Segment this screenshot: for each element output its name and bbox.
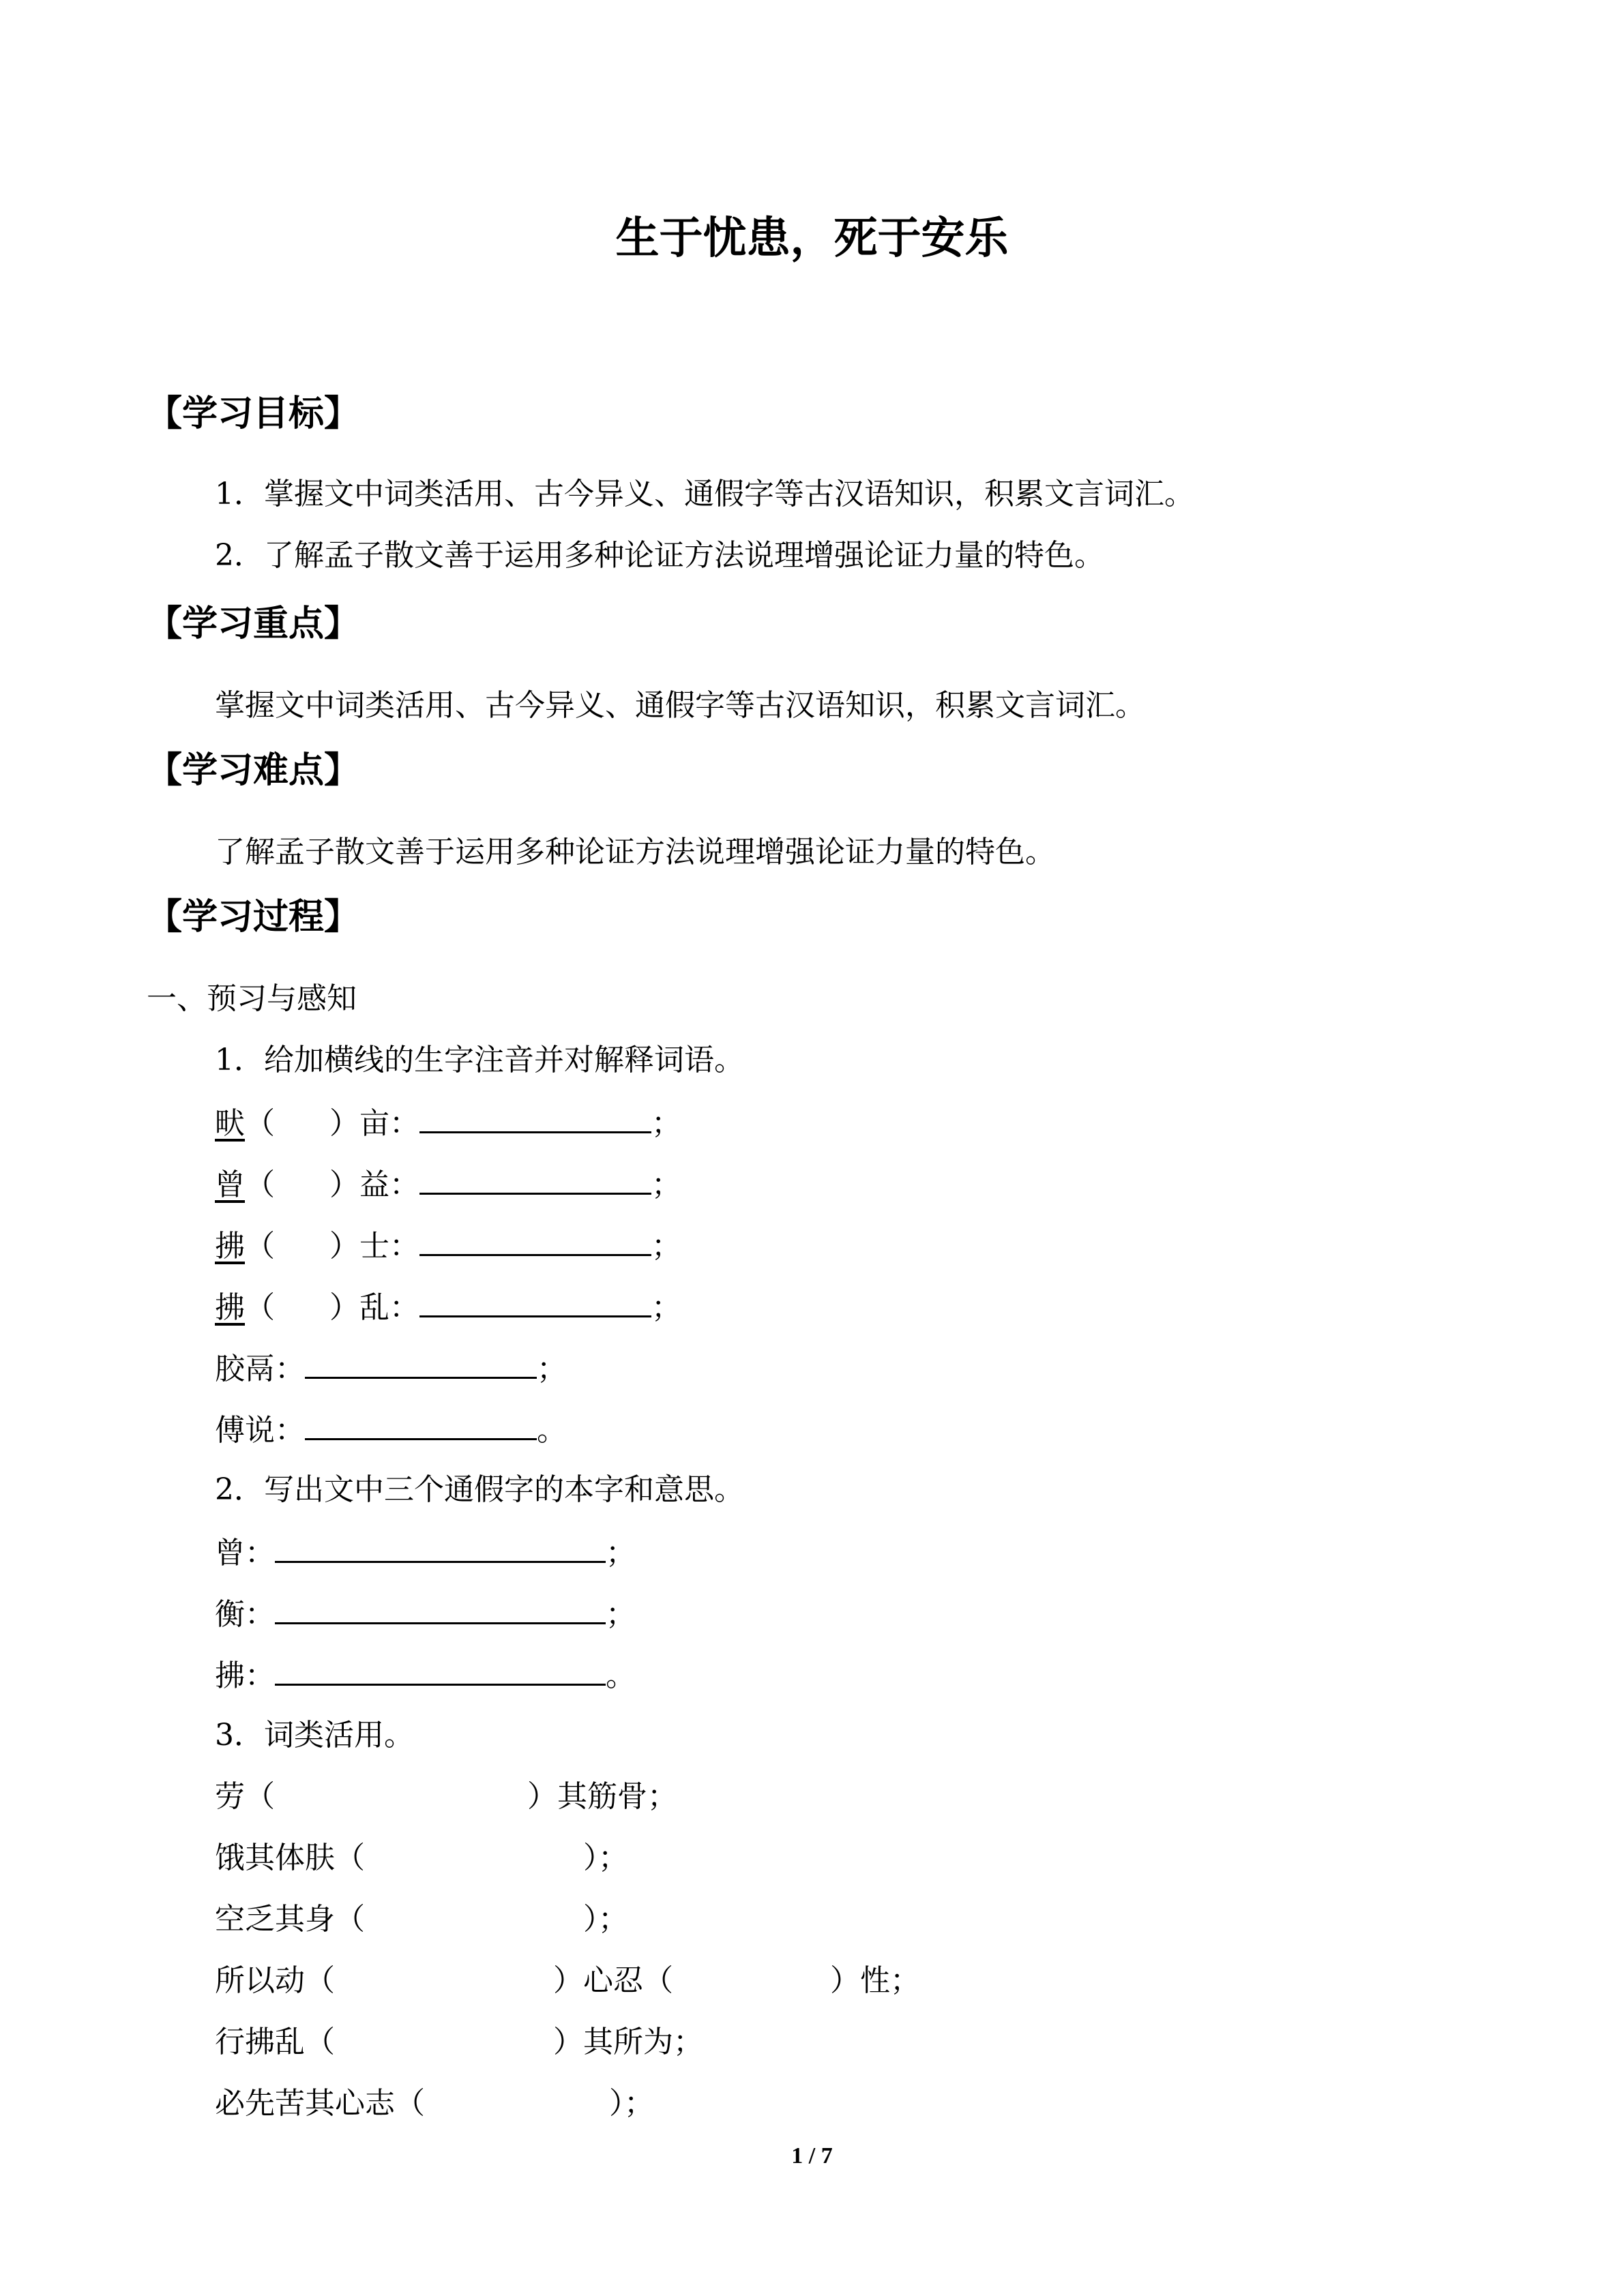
- q1-row-2: 曾（ ）益： ；: [215, 1163, 681, 1206]
- section-heading-difficulties: 【学习难点】: [147, 750, 360, 791]
- underlined-char: 拂: [215, 1290, 245, 1325]
- section-heading-goals: 【学习目标】: [147, 393, 360, 434]
- answer-blank[interactable]: [419, 1224, 651, 1256]
- answer-blank[interactable]: [305, 1347, 537, 1379]
- q3-row-3: 空乏其身（ ）；: [215, 1902, 628, 1937]
- answer-blank[interactable]: [419, 1101, 651, 1133]
- q2-row-2: 衡： ；: [215, 1592, 636, 1635]
- answer-blank[interactable]: [305, 1408, 537, 1440]
- q2-row-3: 拂： 。: [215, 1654, 636, 1697]
- underlined-char: 畎: [215, 1106, 245, 1141]
- q3-row-6: 必先苦其心志（ ）；: [215, 2086, 654, 2121]
- q2-prompt: 2．写出文中三个通假字的本字和意思。: [215, 1472, 744, 1507]
- answer-blank[interactable]: [275, 1654, 606, 1686]
- q1-row-3: 拂（ ）士： ；: [215, 1224, 681, 1267]
- q1-row-1: 畎（ ）亩： ；: [215, 1101, 681, 1144]
- answer-blank[interactable]: [275, 1592, 606, 1624]
- answer-blank[interactable]: [419, 1285, 651, 1317]
- page-number: 1 / 7: [791, 2143, 833, 2168]
- difficulties-text: 了解孟子散文善于运用多种论证方法说理增强论证力量的特色。: [215, 835, 1055, 869]
- underlined-char: 拂: [215, 1229, 245, 1264]
- answer-blank[interactable]: [275, 1531, 606, 1563]
- q3-row-2: 饿其体肤（ ）；: [215, 1840, 628, 1875]
- section-heading-key-points: 【学习重点】: [147, 603, 360, 644]
- answer-blank[interactable]: [419, 1163, 651, 1195]
- q3-prompt: 3．词类活用。: [215, 1718, 414, 1753]
- q1-prompt: 1．给加横线的生字注音并对解释词语。: [215, 1043, 744, 1077]
- q3-row-4: 所以动（ ）心忍（ ）性；: [215, 1963, 920, 1998]
- q1-row-4: 拂（ ）乱： ；: [215, 1285, 681, 1328]
- underlined-char: 曾: [215, 1167, 245, 1202]
- goal-item-2: 2．了解孟子散文善于运用多种论证方法说理增强论证力量的特色。: [215, 538, 1104, 573]
- q3-row-1: 劳（ ）其筋骨；: [215, 1779, 677, 1814]
- q3-row-5: 行拂乱（ ）其所为；: [215, 2025, 703, 2059]
- key-points-text: 掌握文中词类活用、古今异义、通假字等古汉语知识，积累文言词汇。: [215, 688, 1145, 723]
- q1-extra-1: 胶鬲： ；: [215, 1347, 567, 1390]
- q1-extra-2: 傅说： 。: [215, 1408, 567, 1451]
- section-heading-process: 【学习过程】: [147, 897, 360, 938]
- goal-item-1: 1．掌握文中词类活用、古今异义、通假字等古汉语知识，积累文言词汇。: [215, 477, 1194, 511]
- part1-title: 一、预习与感知: [147, 981, 357, 1016]
- q2-row-1: 曾： ；: [215, 1531, 636, 1574]
- page-title: 生于忧患，死于安乐: [615, 213, 1009, 264]
